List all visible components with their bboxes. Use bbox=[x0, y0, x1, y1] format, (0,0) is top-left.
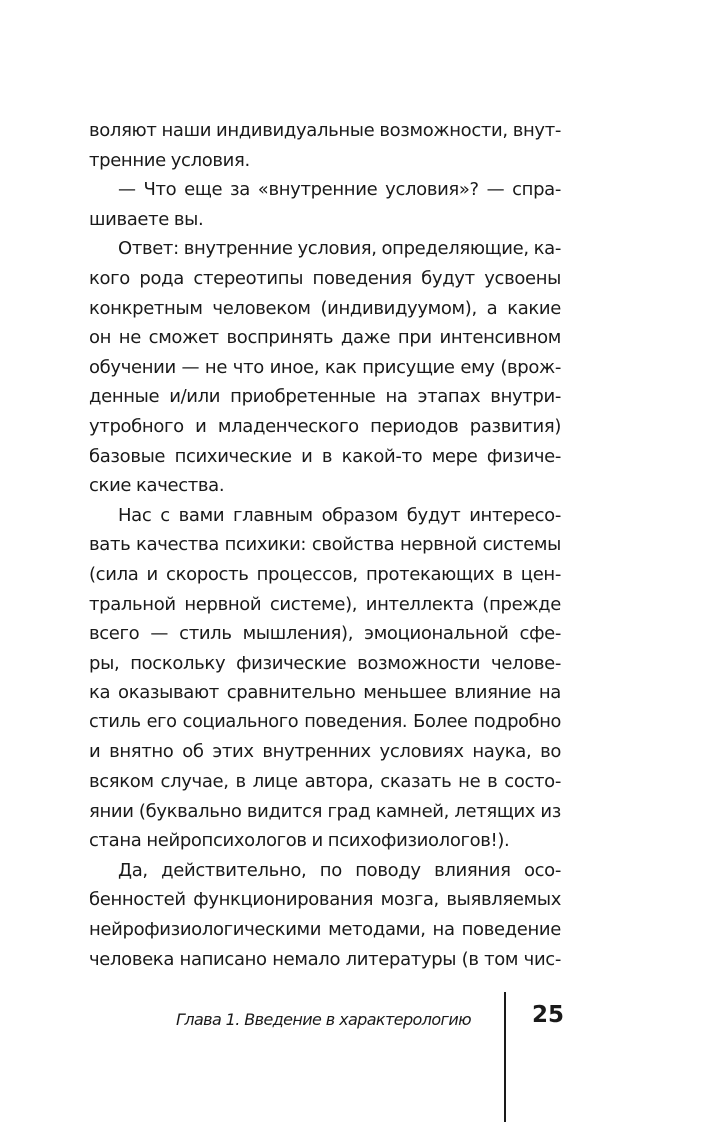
footer-divider bbox=[504, 992, 506, 1122]
text-line: — Что еще за «внутренние условия»? — спра- bbox=[118, 179, 561, 201]
text-line: шиваете вы. bbox=[89, 208, 204, 230]
text-line: ры, поскольку физические возможности челове- bbox=[89, 652, 561, 674]
text-line: он не сможет воспринять даже при интенсивном bbox=[89, 327, 561, 349]
text-line: всего — стиль мышления), эмоциональной сфе- bbox=[89, 623, 561, 645]
text-line: кого рода стереотипы поведения будут усвоены bbox=[89, 267, 561, 289]
chapter-title: Глава 1. Введение в характерологию bbox=[176, 1010, 471, 1029]
text-line: тренние условия. bbox=[89, 149, 250, 171]
text-line: базовые психические и в какой-то мере физиче- bbox=[89, 445, 561, 467]
text-line: (сила и скорость процессов, протекающих в цен- bbox=[89, 563, 561, 585]
text-line: всяком случае, в лице автора, сказать не в состо- bbox=[89, 771, 561, 793]
page-number: 25 bbox=[532, 1002, 565, 1028]
text-line: конкретным человеком (индивидуумом), а какие bbox=[89, 297, 561, 319]
text-line: тральной нервной системе), интеллекта (прежде bbox=[89, 593, 561, 615]
text-line: человека написано немало литературы (в том чис- bbox=[89, 948, 561, 970]
text-line: Да, действительно, по поводу влияния осо- bbox=[118, 859, 561, 881]
text-line: ские качества. bbox=[89, 475, 225, 497]
text-line: нейрофизиологическими методами, на поведение bbox=[89, 919, 561, 941]
text-line: Ответ: внутренние условия, определяющие, ка- bbox=[118, 238, 561, 260]
text-line: стиль его социального поведения. Более подробно bbox=[89, 711, 561, 732]
text-line: янии (буквально видится град камней, летящих из bbox=[89, 800, 561, 822]
text-line: и внятно об этих внутренних условиях наука, во bbox=[89, 741, 561, 763]
text-line: стана нейропсихологов и психофизиологов!). bbox=[89, 830, 510, 852]
text-line: вать качества психики: свойства нервной системы bbox=[89, 534, 561, 556]
text-line: обучении — не что иное, как присущие ему (врож- bbox=[89, 356, 561, 378]
text-line: бенностей функционирования мозга, выявляемых bbox=[89, 889, 561, 911]
text-line: утробного и младенческого периодов развития) bbox=[89, 415, 561, 437]
text-line: Нас с вами главным образом будут интересо- bbox=[118, 504, 561, 526]
text-line: воляют наши индивидуальные возможности, внут- bbox=[89, 120, 561, 141]
body-text bbox=[89, 116, 561, 974]
text-line: ка оказывают сравнительно меньшее влияние на bbox=[89, 682, 561, 704]
text-line: денные и/или приобретенные на этапах внутри- bbox=[89, 386, 561, 408]
